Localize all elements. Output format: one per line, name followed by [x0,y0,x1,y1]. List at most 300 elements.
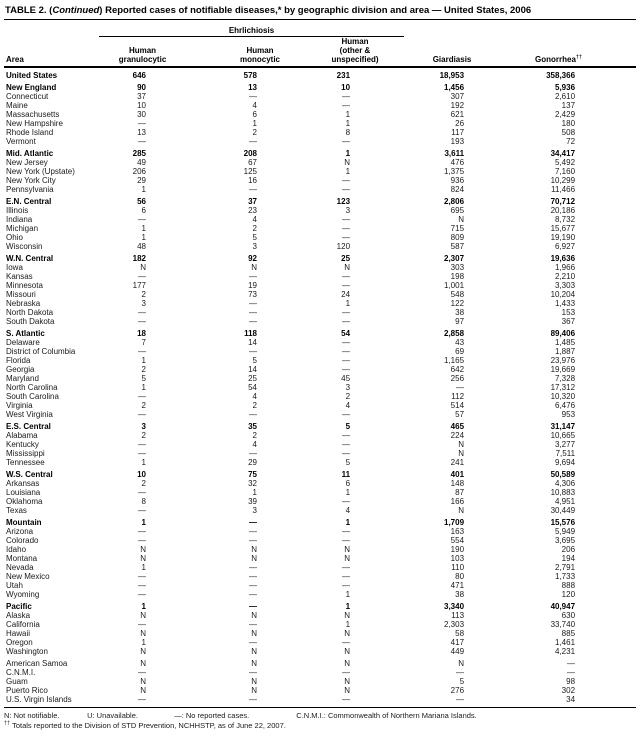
value-cell: 45 [341,374,351,383]
value-cell: 6 [252,110,257,119]
value-cell: N [251,677,257,686]
value-cell: 1,485 [555,338,576,347]
value-cell: — [342,572,351,581]
area-cell: Idaho [6,545,27,554]
value-cell: 10,299 [550,176,576,185]
value-cell: 89,406 [550,329,576,338]
area-cell: Washington [6,647,48,656]
value-cell: — [138,668,146,677]
value-cell: 6,476 [555,401,576,410]
value-cell: 5,949 [555,527,576,536]
table-row [4,590,636,599]
area-cell: Delaware [6,338,40,347]
column-header-3: Human (other & unspecified) [324,37,404,68]
value-cell: 18,953 [439,71,465,80]
value-cell: 120 [336,242,351,251]
value-cell: — [138,392,146,401]
value-cell: 1,733 [555,572,576,581]
value-cell: 824 [450,185,465,194]
value-cell: 10,320 [550,392,576,401]
value-cell: — [456,668,465,677]
value-cell: 471 [450,581,465,590]
value-cell: 177 [132,281,146,290]
value-cell: 276 [450,686,465,695]
value-cell: 1,375 [444,167,465,176]
value-cell: — [249,668,257,677]
value-cell: 465 [450,422,465,431]
value-cell: N [344,647,351,656]
value-cell: — [138,488,146,497]
value-cell: 1 [252,488,257,497]
value-cell: 4 [252,101,257,110]
value-cell: 33,740 [550,620,576,629]
header-spacer [404,20,509,37]
value-cell: 8 [141,497,146,506]
value-cell: 2 [141,479,146,488]
value-cell: N [251,659,257,668]
value-cell: 118 [244,329,257,338]
value-cell: 7,160 [555,167,576,176]
value-cell: — [249,590,257,599]
value-cell: 23,976 [550,356,576,365]
area-cell: Colorado [6,536,39,545]
value-cell: 206 [561,545,576,554]
area-cell: Maine [6,101,28,110]
value-cell: 19,190 [550,233,576,242]
table-row [4,347,636,356]
area-cell: Nebraska [6,299,41,308]
value-cell: 554 [450,536,465,545]
value-cell: — [138,449,146,458]
area-cell: West Virginia [6,410,53,419]
value-cell: 888 [561,581,576,590]
value-cell: 3 [252,506,257,515]
table-row [4,536,636,545]
table-row [4,695,636,704]
value-cell: 23 [248,206,257,215]
value-cell: 2 [252,224,257,233]
value-cell: 103 [450,554,465,563]
value-cell: — [249,308,257,317]
table-row [4,554,636,563]
value-cell: N [344,677,351,686]
value-cell: 715 [450,224,465,233]
value-cell: 40,947 [550,602,576,611]
value-cell: — [138,506,146,515]
area-cell: Michigan [6,224,39,233]
value-cell: — [249,620,257,629]
area-cell: New Jersey [6,158,48,167]
area-cell: North Dakota [6,308,54,317]
value-cell: 9,694 [555,458,576,467]
value-cell: 153 [561,308,576,317]
area-cell: Arizona [6,527,34,536]
value-cell: 621 [450,110,465,119]
value-cell: 3,340 [444,602,465,611]
value-cell: 19 [248,281,257,290]
value-cell: N [140,677,146,686]
value-cell: — [138,440,146,449]
table-row [4,638,636,647]
value-cell: 54 [341,329,351,338]
area-cell: Mississippi [6,449,45,458]
value-cell: — [138,572,146,581]
value-cell: 1,887 [555,347,576,356]
value-cell: — [138,410,146,419]
table-row [4,374,636,383]
value-cell: N [140,686,146,695]
value-cell: 2,858 [444,329,465,338]
area-cell: New York City [6,176,56,185]
value-cell: 2 [141,431,146,440]
value-cell: 3 [345,383,351,392]
value-cell: N [344,629,351,638]
value-cell: 15,576 [550,518,576,527]
value-cell: 5 [345,458,351,467]
value-cell: 2 [345,392,351,401]
table-row [4,137,636,146]
value-cell: — [342,365,351,374]
value-cell: — [342,308,351,317]
value-cell: 67 [248,158,257,167]
value-cell: 166 [450,497,465,506]
value-cell: 2,806 [444,197,465,206]
value-cell: — [342,185,351,194]
table-row [4,80,636,92]
value-cell: 24 [341,290,351,299]
value-cell: 1 [141,602,146,611]
table-row [4,497,636,506]
value-cell: — [249,410,257,419]
area-cell: Rhode Island [6,128,54,137]
table-row [4,338,636,347]
value-cell: 241 [450,458,465,467]
value-cell: — [342,668,351,677]
value-cell: 54 [248,383,257,392]
value-cell: 514 [450,401,465,410]
value-cell: 10,883 [550,488,576,497]
table-row [4,515,636,527]
table-row [4,92,636,101]
area-cell: Kentucky [6,440,39,449]
value-cell: 6 [345,479,351,488]
value-cell: N [344,611,351,620]
table-row [4,467,636,479]
area-cell: Indiana [6,215,33,224]
value-cell: 92 [248,254,257,263]
value-cell: 5 [252,233,257,242]
value-cell: 6 [141,206,146,215]
table-row [4,224,636,233]
value-cell: N [251,686,257,695]
value-cell: — [342,317,351,326]
value-cell: 18 [137,329,146,338]
value-cell: — [249,92,257,101]
value-cell: — [342,449,351,458]
value-cell: 1,433 [555,299,576,308]
value-cell: 32 [248,479,257,488]
value-cell: 1 [345,602,351,611]
value-cell: 4,306 [555,479,576,488]
table-title-continued: Continued [52,5,100,16]
value-cell: 1 [252,119,257,128]
value-cell: 7,328 [555,374,576,383]
value-cell: 1 [345,518,351,527]
value-cell: 5 [345,422,351,431]
table-row [4,299,636,308]
column-header-2: Human monocytic [204,37,324,68]
value-cell: 122 [450,299,465,308]
value-cell: 1 [141,233,146,242]
area-cell: Illinois [6,206,29,215]
value-cell: — [249,695,257,704]
value-cell: 3 [141,299,146,308]
area-cell: Wisconsin [6,242,43,251]
value-cell: 4 [345,506,351,515]
table-row [4,611,636,620]
area-cell: E.N. Central [6,197,52,206]
value-cell: 285 [132,149,146,158]
value-cell: 148 [450,479,465,488]
table-row [4,563,636,572]
value-cell: 5 [141,374,146,383]
value-cell: 26 [455,119,465,128]
value-cell: N [140,611,146,620]
value-cell: 194 [561,554,576,563]
area-cell: Nevada [6,563,34,572]
value-cell: 29 [248,458,257,467]
value-cell: N [140,647,146,656]
value-cell: — [342,338,351,347]
value-cell: 1 [345,149,351,158]
value-cell: 11,466 [551,185,576,194]
value-cell: 17,312 [550,383,576,392]
value-cell: 1 [345,620,351,629]
value-cell: 10,665 [550,431,576,440]
value-cell: — [138,527,146,536]
area-cell: Maryland [6,374,39,383]
column-header-row [4,37,636,68]
table-row [4,479,636,488]
value-cell: 110 [451,563,465,572]
value-cell: 25 [248,374,257,383]
value-cell: 2,210 [555,272,576,281]
column-header-area: Area [4,37,99,68]
table-title-prefix: TABLE 2. ( [5,5,53,16]
value-cell: 307 [450,92,465,101]
value-cell: 97 [455,317,465,326]
value-cell: — [342,101,351,110]
value-cell: — [342,497,351,506]
value-cell: 358,366 [546,71,576,80]
table-row [4,119,636,128]
area-cell: North Carolina [6,383,58,392]
value-cell: — [342,356,351,365]
value-cell: — [138,119,146,128]
value-cell: N [458,440,465,449]
area-cell: New England [6,83,57,92]
footnote-dagger [4,721,636,731]
area-cell: Puerto Rico [6,686,48,695]
table-row [4,167,636,176]
value-cell: 10,204 [550,290,576,299]
value-cell: 2 [252,128,257,137]
value-cell: 49 [137,158,146,167]
value-cell: 19,636 [550,254,576,263]
table-row [4,686,636,695]
table-row [4,263,636,272]
value-cell: 13 [137,128,146,137]
value-cell: 72 [566,137,576,146]
area-cell: Alaska [6,611,31,620]
value-cell: 14 [248,338,257,347]
value-cell: 58 [455,629,465,638]
value-cell: 30 [137,110,146,119]
table-row [4,419,636,431]
value-cell: 113 [451,611,465,620]
value-cell: 1 [345,488,351,497]
value-cell: — [249,638,257,647]
value-cell: 34 [566,695,576,704]
value-cell: N [140,263,146,272]
area-cell: Louisiana [6,488,41,497]
value-cell: N [344,545,351,554]
column-header-1: Human granulocytic [99,37,204,68]
table-row [4,128,636,137]
area-cell: Alabama [6,431,38,440]
value-cell: 163 [450,527,465,536]
value-cell: 2 [141,365,146,374]
table-row [4,317,636,326]
value-cell: — [138,695,146,704]
value-cell: 1 [141,185,146,194]
value-cell: 14 [248,365,257,374]
value-cell: 80 [455,572,465,581]
value-cell: 2 [141,401,146,410]
value-cell: 3,303 [555,281,576,290]
value-cell: 953 [561,410,576,419]
value-cell: — [249,185,257,194]
value-cell: 1 [345,167,351,176]
area-cell: New York (Upstate) [6,167,75,176]
table-row [4,158,636,167]
value-cell: — [249,563,257,572]
value-cell: — [138,347,146,356]
value-cell: — [342,638,351,647]
value-cell: 8,732 [555,215,576,224]
value-cell: 98 [566,677,576,686]
value-cell: — [342,272,351,281]
value-cell: 1,966 [555,263,576,272]
area-cell: Vermont [6,137,36,146]
table-row [4,620,636,629]
table-row [4,67,636,80]
area-cell: Tennessee [6,458,45,467]
value-cell: N [458,659,465,668]
value-cell: 37 [137,92,146,101]
value-cell: 4 [252,392,257,401]
value-cell: — [138,137,146,146]
area-cell: Connecticut [6,92,49,101]
value-cell: — [249,518,257,527]
table-row [4,401,636,410]
table-row [4,392,636,401]
area-cell: Arkansas [6,479,40,488]
value-cell: 10 [341,83,351,92]
table-row [4,272,636,281]
area-cell: Oregon [6,638,33,647]
value-cell: 1 [141,356,146,365]
value-cell: 31,147 [550,422,576,431]
value-cell: 695 [450,206,465,215]
footnote-cnmi: C.N.M.I.: Commonwealth of Northern Mariana Islands. [296,711,477,720]
value-cell: 117 [451,128,465,137]
area-cell: Georgia [6,365,35,374]
footnote-dagger-text: Totals reported to the Division of STD Prevention, NCHHSTP, as of June 22, 2007. [12,721,286,730]
footnote-legend [4,711,636,721]
area-cell: Massachusetts [6,110,60,119]
area-cell: Minnesota [6,281,43,290]
value-cell: — [249,572,257,581]
value-cell: — [249,449,257,458]
value-cell: — [342,215,351,224]
value-cell: 1 [345,590,351,599]
value-cell: 2,791 [555,563,576,572]
area-cell: W.S. Central [6,470,53,479]
value-cell: 90 [137,83,146,92]
value-cell: 231 [336,71,351,80]
value-cell: — [249,299,257,308]
value-cell: N [344,659,351,668]
value-cell: 2,303 [444,620,465,629]
table-row [4,290,636,299]
value-cell: N [344,686,351,695]
value-cell: — [342,563,351,572]
area-cell: American Samoa [6,659,68,668]
value-cell: 137 [561,101,576,110]
value-cell: — [138,536,146,545]
value-cell: 1 [345,299,351,308]
footnote-not-notifiable: N: Not notifiable. [4,711,60,720]
table-row [4,308,636,317]
value-cell: 29 [137,176,146,185]
value-cell: 3,611 [444,149,465,158]
value-cell: 38 [455,308,465,317]
table-row [4,146,636,158]
area-cell: California [6,620,40,629]
value-cell: — [342,410,351,419]
value-cell: — [567,659,576,668]
value-cell: 19,669 [550,365,576,374]
value-cell: 809 [450,233,465,242]
table-row [4,176,636,185]
area-cell: Pacific [6,602,32,611]
value-cell: 256 [450,374,465,383]
area-cell: Mountain [6,518,42,527]
table-header [4,20,636,67]
value-cell: 69 [455,347,465,356]
value-cell: 401 [450,470,465,479]
value-cell: 8 [345,128,351,137]
table-row [4,251,636,263]
area-cell: Guam [6,677,28,686]
value-cell: 1 [345,110,351,119]
value-cell: 508 [561,128,576,137]
value-cell: — [342,176,351,185]
value-cell: N [140,629,146,638]
header-spacer [4,20,99,37]
value-cell: 5 [459,677,465,686]
